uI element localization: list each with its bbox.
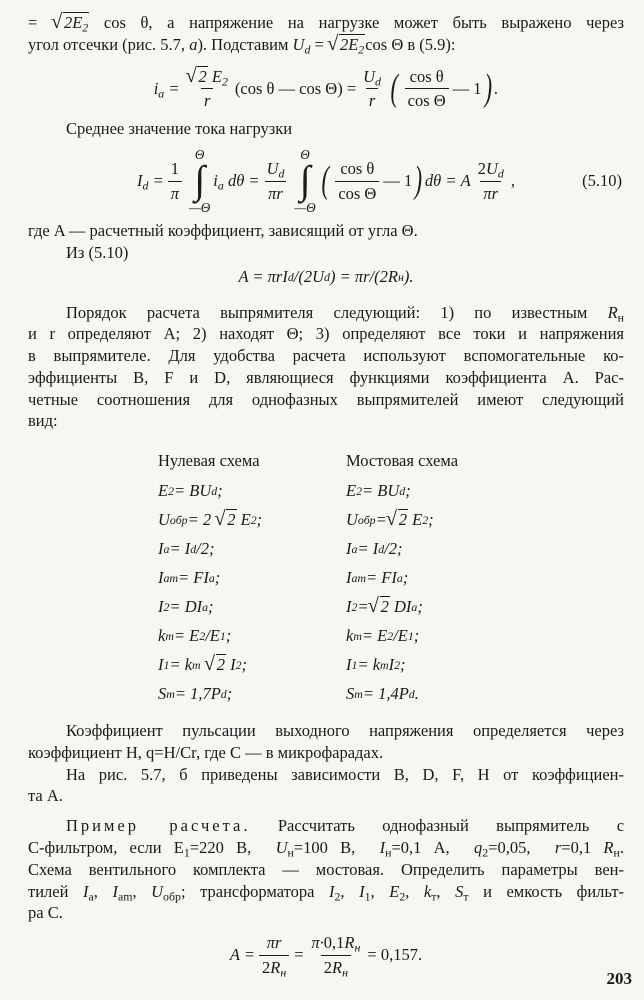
procedure-line-6: вид: [28,411,58,431]
formula-ia: $i_a$ = √ $\frac{2 E_2}{r}$ (cos θ — cos Θ) = $\frac{U_d}{r}$ ( $\frac{\text{cos θ}}{\text{cos Θ}}$ — 1 ) . [28,66,624,113]
table-cell: S т = 1,4P d . [346,684,419,704]
table-cell: U обр = 2 √ 2 E 2 ; [158,506,338,534]
example-line-1: Пример расчета. Рассчитать однофазный выпрямитель с [66,816,625,836]
equation-number: (5.10) [582,171,622,191]
sqrt-symbol: √ $2E_2$ [52,12,89,34]
from-reference: Из (5.10) [66,243,129,263]
table-cell: I am = FI a ; [346,568,409,588]
page-number: 203 [606,969,632,988]
table-cell: I 2 = DI a ; [158,597,214,617]
table-cell: E 2 = BU d ; [346,481,411,501]
table-cell: I 2 = √ 2 DI a ; [346,593,506,621]
text-line-1: = √ $2E_2$ cos θ, а напряжение на нагрузке может быть выражено через [28,12,624,34]
example-heading: Пример расчета. [66,816,251,836]
where-text: где A — расчетный коэффициент, зависящий от угла Θ. [28,221,418,241]
example-line-3: Схема вентильного комплекта — мостовая. Определить параметры вен- [28,859,624,879]
table-cell: I 1 = k т √ 2 I 2 ; [158,651,338,679]
book-page [28,12,624,985]
text-line-2: угол отсечки (рис. 5.7, a). Подставим $U_d$ = √ $2E_2\cos$ Θ в (5.9): [28,34,624,56]
figure-reference-line-2: та A. [28,786,63,806]
procedure-line-2: и r определяют A; 2) находят Θ; 3) определяют все токи и напряжения [28,324,624,344]
formula-5-10: $I_d$ = $\frac{1}{\pi}$ Θ ∫ —Θ $i_a$ dθ = $\frac{U_d}{\pi r}$ Θ ∫ —Θ ( $\frac{\text{cos θ}}{\text{cos Θ}}$ — 1 ) dθ = A $\frac{2U_d}{\pi r}$ , (5.10) [137,146,622,215]
table-cell: I a = I d /2; [158,539,215,559]
formula-example-A: A = $\frac{\pi r}{2R_н}$ = $\frac{\pi\cdot 0,1R_н}{2R_н}$ = 0,157. [229,933,423,980]
table-cell: S т = 1,7P d ; [158,684,233,704]
table-cell: U обр = √ 2 E 2 ; [346,506,506,534]
example-line-5: ра C. [28,903,63,923]
mean-current-intro: Среднее значение тока нагрузки [66,119,293,139]
example-line-4: тилей $I_a$, $I_{am}$, $U_{обр}$; трансформатора $I_2$, $I_1$, $E_2$, $k_т$, $S_т$ и емкость фильт- [28,881,625,904]
formula-A: A = πrI d /(2U d ) = πr/(2R н ). [238,266,414,286]
procedure-line-1: Порядок расчета выпрямителя следующий: 1) по известным $R_н$ [66,302,625,325]
procedure-line-4: эффициенты B, F и D, являющиеся функциями коэффициента A. Рас- [28,367,624,387]
table-cell: E 2 = BU d ; [158,481,223,501]
table-cell: I am = FI a ; [158,568,221,588]
formula-table [158,446,624,708]
example-line-2: C-фильтром, если $E_1=220$ В, $U_н=100$ В, $I_н=0,1$ А, $q_2=0,05$, r=0,1 $R_н$. [28,838,624,860]
figure-reference-line-1: На рис. 5.7, б приведены зависимости B, D, F, H от коэффициен- [66,764,624,784]
ripple-line-1: Коэффициент пульсации выходного напряжения определяется через [66,721,624,741]
ripple-line-2: коэффициент H, q=H/Cr, где C — в микрофарадах. [28,742,384,762]
table-cell: I 1 = k т I 2 ; [346,655,406,675]
table-cell: k т = E 2 /E 1 ; [158,626,232,646]
col-bridge-scheme-title: Мостовая схема [346,451,459,471]
procedure-line-5: четные соотношения для однофазных выпрямителей имеют следующий [28,389,624,409]
procedure-line-3: в выпрямителе. Для удобства расчета используют вспомогательные ко- [28,346,624,366]
col-zero-scheme-title: Нулевая схема [158,451,260,471]
table-cell: k т = E 2 /E 1 ; [346,626,420,646]
table-cell: I a = I d /2; [346,539,403,559]
